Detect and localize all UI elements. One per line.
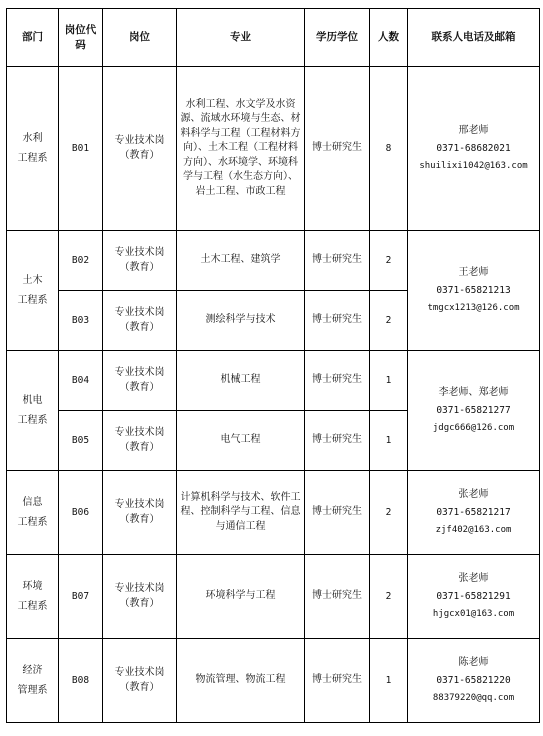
contact-email: 88379220@qq.com	[432, 693, 515, 704]
code-cell: B06	[59, 471, 103, 555]
contact-phone: 0371-65821220	[436, 675, 511, 687]
code-cell: B07	[59, 555, 103, 639]
header-post: 岗位	[103, 9, 177, 67]
dept-cell	[7, 555, 59, 639]
dept-cell	[7, 639, 59, 723]
major-cell: 电气工程	[177, 411, 305, 471]
degree-cell: 博士研究生	[305, 291, 370, 351]
contact-phone: 0371-65821217	[436, 507, 511, 519]
header-contact: 联系人电话及邮箱	[408, 9, 540, 67]
dept-cell	[7, 67, 59, 231]
code-cell: B02	[59, 231, 103, 291]
count-cell: 2	[370, 291, 408, 351]
contact-name: 邢老师	[458, 125, 489, 137]
post-cell: 专业技术岗 （教育）	[103, 471, 177, 555]
contact-email: jdgc666@126.com	[432, 423, 515, 434]
code-cell: B01	[59, 67, 103, 231]
dept-name: 机电 工程系	[17, 394, 48, 426]
count-cell: 8	[370, 67, 408, 231]
header-major: 专业	[177, 9, 305, 67]
count-cell: 1	[370, 411, 408, 471]
dept-name: 水利 工程系	[17, 132, 48, 164]
major-cell: 土木工程、建筑学	[177, 231, 305, 291]
recruitment-table	[6, 8, 540, 723]
contact-name: 张老师	[458, 573, 489, 585]
dept-name: 信息 工程系	[17, 496, 48, 528]
contact-email: hjgcx01@163.com	[432, 609, 515, 620]
table-row	[7, 231, 540, 291]
contact-cell	[408, 231, 540, 351]
count-cell: 1	[370, 639, 408, 723]
header-row	[7, 9, 540, 67]
post-cell: 专业技术岗 （教育）	[103, 351, 177, 411]
table-row	[7, 555, 540, 639]
contact-cell	[408, 555, 540, 639]
major-cell: 机械工程	[177, 351, 305, 411]
code-cell: B03	[59, 291, 103, 351]
dept-name: 经济 管理系	[17, 664, 48, 696]
contact-email: zjf402@163.com	[435, 525, 512, 536]
post-cell: 专业技术岗 （教育）	[103, 555, 177, 639]
contact-name: 李老师、郑老师	[438, 387, 509, 399]
dept-cell	[7, 471, 59, 555]
contact-phone: 0371-65821213	[436, 285, 511, 297]
contact-name: 王老师	[458, 267, 489, 279]
contact-cell	[408, 67, 540, 231]
degree-cell: 博士研究生	[305, 231, 370, 291]
header-dept: 部门	[7, 9, 59, 67]
contact-phone: 0371-65821291	[436, 591, 511, 603]
count-cell: 2	[370, 231, 408, 291]
table-row	[7, 67, 540, 231]
major-cell: 物流管理、物流工程	[177, 639, 305, 723]
degree-cell: 博士研究生	[305, 411, 370, 471]
degree-cell: 博士研究生	[305, 471, 370, 555]
post-cell: 专业技术岗 （教育）	[103, 411, 177, 471]
header-count: 人数	[370, 9, 408, 67]
contact-name: 张老师	[458, 489, 489, 501]
contact-phone: 0371-68682021	[436, 143, 511, 155]
table-row	[7, 471, 540, 555]
degree-cell: 博士研究生	[305, 639, 370, 723]
contact-cell	[408, 471, 540, 555]
post-cell: 专业技术岗 （教育）	[103, 291, 177, 351]
table-row	[7, 639, 540, 723]
contact-email: shuilixi1042@163.com	[419, 161, 528, 172]
count-cell: 2	[370, 471, 408, 555]
count-cell: 1	[370, 351, 408, 411]
header-code: 岗位代码	[59, 9, 103, 67]
contact-phone: 0371-65821277	[436, 405, 511, 417]
contact-cell	[408, 639, 540, 723]
contact-email: tmgcx1213@126.com	[427, 303, 520, 314]
dept-name: 环境 工程系	[17, 580, 48, 612]
dept-name: 土木 工程系	[17, 274, 48, 306]
code-cell: B05	[59, 411, 103, 471]
degree-cell: 博士研究生	[305, 555, 370, 639]
dept-cell	[7, 351, 59, 471]
dept-cell	[7, 231, 59, 351]
degree-cell: 博士研究生	[305, 67, 370, 231]
code-cell: B08	[59, 639, 103, 723]
header-degree: 学历学位	[305, 9, 370, 67]
contact-cell	[408, 351, 540, 471]
post-cell: 专业技术岗 （教育）	[103, 639, 177, 723]
degree-cell: 博士研究生	[305, 351, 370, 411]
post-cell: 专业技术岗 （教育）	[103, 67, 177, 231]
major-cell: 计算机科学与技术、软件工程、控制科学与工程、信息与通信工程	[177, 471, 305, 555]
contact-name: 陈老师	[458, 657, 489, 669]
post-cell: 专业技术岗 （教育）	[103, 231, 177, 291]
major-cell: 环境科学与工程	[177, 555, 305, 639]
major-cell: 水利工程、水文学及水资源、流域水环境与生态、材料科学与工程（工程材料方向）、土木工程（工程材料方向）、水环境学、环境科学与工程（水生态方向）、岩土工程、市政工程	[177, 67, 305, 231]
count-cell: 2	[370, 555, 408, 639]
major-cell: 测绘科学与技术	[177, 291, 305, 351]
code-cell: B04	[59, 351, 103, 411]
table-row	[7, 351, 540, 411]
